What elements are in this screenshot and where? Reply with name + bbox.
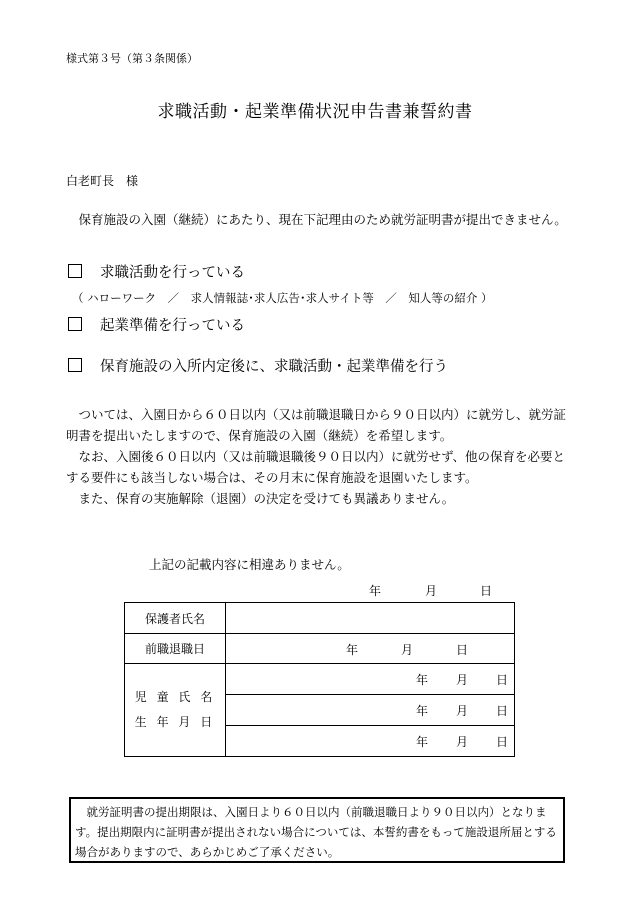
option-after-admission[interactable] <box>66 355 448 376</box>
date-day-label: 日 <box>480 584 493 598</box>
child-row-3[interactable] <box>226 726 515 757</box>
applicant-table <box>124 602 515 757</box>
guardian-name-label: 保護者氏名 <box>125 603 226 634</box>
year-label: 年 <box>416 704 429 718</box>
confirmation-text: 上記の記載内容に相違ありません。 <box>149 557 350 572</box>
prev-retire-date-field[interactable] <box>226 634 515 664</box>
page-title: 求職活動・起業準備状況申告書兼誓約書 <box>157 102 473 122</box>
pledge-paragraph: なお、入園後６０日以内（又は前職退職後９０日以内）に就労せず、他の保育を必要とする要件にも該当しない場合は、その月末に保育施設を退園いたします。 <box>66 449 566 485</box>
date-year-label: 年 <box>369 584 382 598</box>
month-label: 月 <box>456 735 469 749</box>
prev-retire-date-label: 前職退職日 <box>125 634 226 664</box>
child-name-label: 児 童 氏 名 <box>134 690 216 704</box>
child-info-label <box>125 664 226 757</box>
year-label: 年 <box>346 643 359 657</box>
child-birthdate-label: 生 年 月 日 <box>134 715 216 729</box>
notice-text: 就労証明書の提出期限は、入園日より６０日以内（前職退職日より９０日以内）となります。提出期限内に証明書が提出されない場合については、本誓約書をもって施設退所届とする場合がありますので、あらかじめご了承ください。 <box>75 805 557 859</box>
addressee: 白老町長 様 <box>66 174 139 188</box>
child-row-2[interactable] <box>226 695 515 726</box>
submission-notice <box>69 797 565 863</box>
year-label: 年 <box>416 735 429 749</box>
intro-text: 保育施設の入園（継続）にあたり、現在下記理由のため就労証明書が提出できません。 <box>78 212 567 227</box>
option-label: 求職活動を行っている <box>100 265 245 281</box>
month-label: 月 <box>401 643 414 657</box>
guardian-name-field[interactable] <box>226 603 515 634</box>
month-label: 月 <box>456 673 469 687</box>
pledge-paragraph: また、保育の実施解除（退園）の決定を受けても異議ありません。 <box>78 491 455 506</box>
day-label: 日 <box>496 704 509 718</box>
day-label: 日 <box>496 673 509 687</box>
day-label: 日 <box>456 643 469 657</box>
day-label: 日 <box>496 735 509 749</box>
job-search-methods: （ ハローワーク ／ 求人情報誌･求人広告･求人サイト等 ／ 知人等の紹介 ） <box>72 291 493 305</box>
pledge-paragraph: ついては、入園日から６０日以内（又は前職退職日から９０日以内）に就労し、就労証明書を提出いたしますので、保育施設の入園（継続）を希望します。 <box>66 407 567 443</box>
option-job-search[interactable] <box>66 261 245 282</box>
option-business-prep[interactable] <box>66 314 245 335</box>
year-label: 年 <box>416 673 429 687</box>
checkbox-after-admission[interactable] <box>68 358 82 372</box>
date-month-label: 月 <box>425 584 438 598</box>
option-label: 起業準備を行っている <box>100 318 245 334</box>
child-row-1[interactable] <box>226 664 515 695</box>
checkbox-business-prep[interactable] <box>68 317 82 331</box>
form-number: 様式第３号（第３条関係） <box>66 52 198 65</box>
option-label: 保育施設の入所内定後に、求職活動・起業準備を行う <box>100 359 448 375</box>
month-label: 月 <box>456 704 469 718</box>
checkbox-job-search[interactable] <box>68 264 82 278</box>
